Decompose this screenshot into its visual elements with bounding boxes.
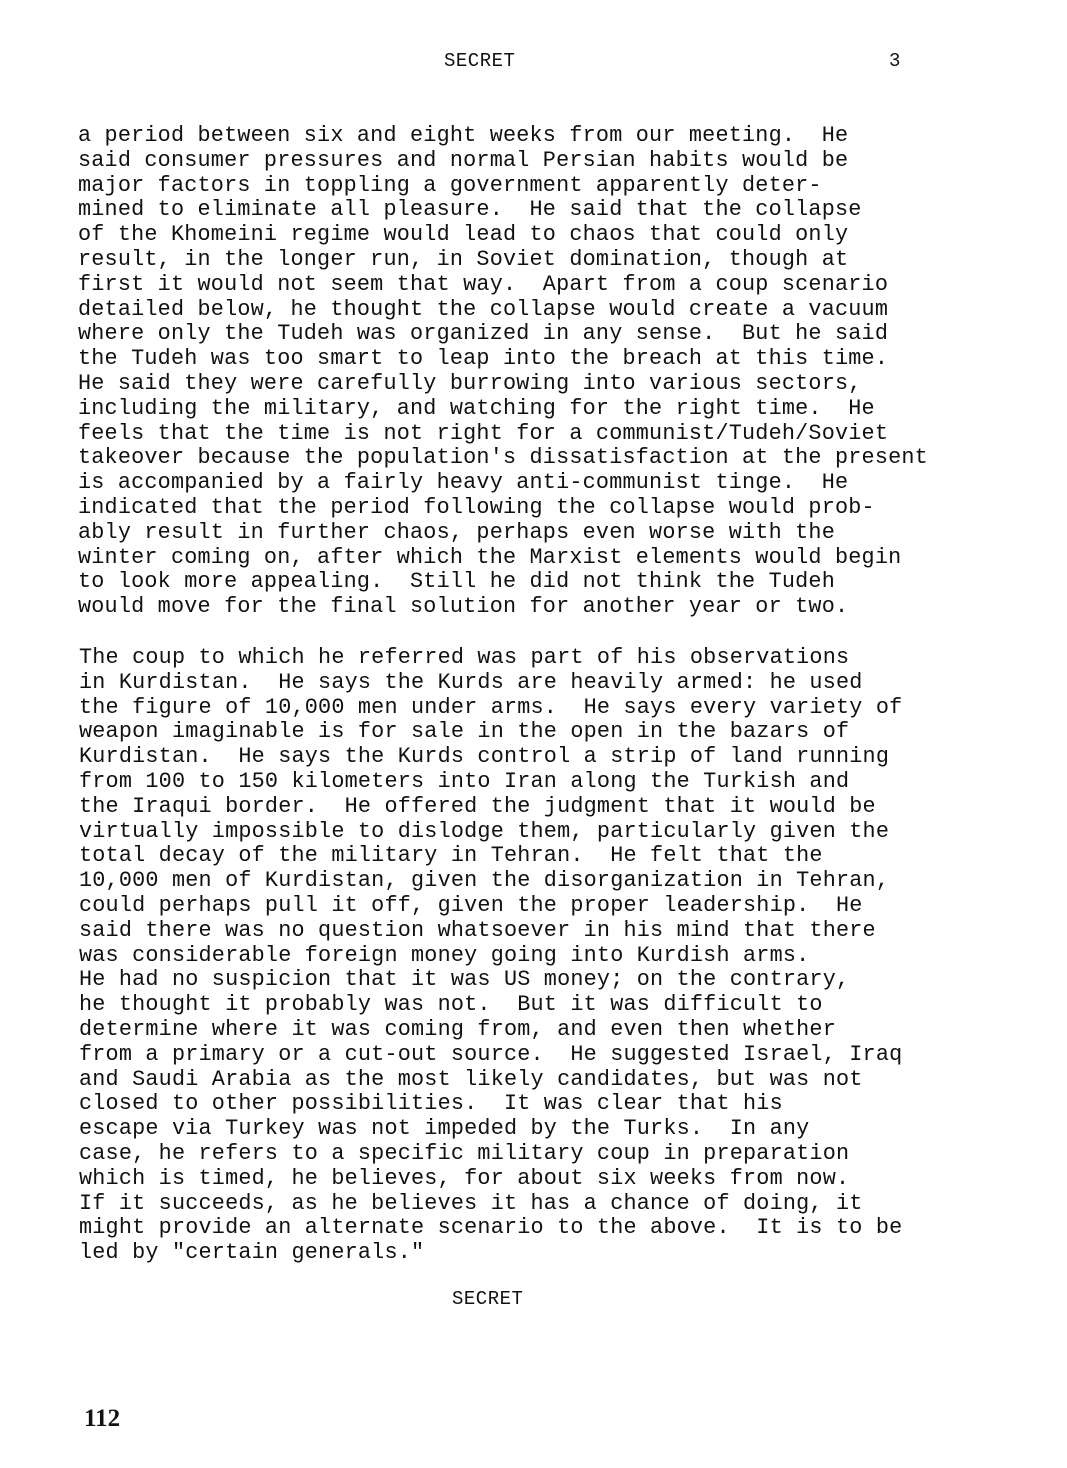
text-line: including the military, and watching for the right time. He (78, 395, 875, 421)
text-line: determine where it was coming from, and even then whether (79, 1016, 836, 1042)
footer-classification: SECRET (452, 1288, 524, 1310)
text-line: the figure of 10,000 men under arms. He says every variety of (79, 694, 903, 720)
text-line: is accompanied by a fairly heavy anti-communist tinge. He (78, 470, 849, 496)
text-line: indicated that the period following the collapse would prob- (78, 494, 875, 520)
text-line: the Tudeh was too smart to leap into the breach at this time. (78, 346, 889, 372)
text-line: where only the Tudeh was organized in any sense. But he said (78, 321, 889, 347)
text-line: to look more appealing. Still he did not think the Tudeh (78, 569, 835, 595)
text-line: closed to other possibilities. It was clear that his (79, 1091, 783, 1117)
text-line: could perhaps pull it off, given the proper leadership. He (79, 892, 863, 918)
text-line: feels that the time is not right for a communist/Tudeh/Soviet (78, 420, 889, 446)
text-line: mined to eliminate all pleasure. He said that the collapse (78, 197, 862, 223)
text-line: ably result in further chaos, perhaps even worse with the (78, 519, 835, 545)
text-line: case, he refers to a specific military coup in preparation (79, 1140, 850, 1166)
paragraph-2 (79, 646, 902, 1266)
text-line: total decay of the military in Tehran. He felt that the (79, 843, 823, 869)
folio-number: 112 (84, 1405, 121, 1432)
text-line: of the Khomeini regime would lead to chaos that could only (78, 222, 849, 248)
text-line: from 100 to 150 kilometers into Iran along the Turkish and (79, 768, 850, 794)
text-line: might provide an alternate scenario to the above. It is to be (79, 1215, 903, 1241)
text-line: in Kurdistan. He says the Kurds are heavily armed: he used (79, 669, 863, 695)
text-line: result, in the longer run, in Soviet domination, though at (78, 246, 849, 272)
text-line: He had no suspicion that it was US money; on the contrary, (79, 967, 850, 993)
header-page-number: 3 (889, 50, 901, 72)
paragraph-1 (78, 124, 928, 620)
text-line: the Iraqui border. He offered the judgment that it would be (79, 793, 876, 819)
text-line: and Saudi Arabia as the most likely candidates, but was not (79, 1066, 863, 1092)
text-line: The coup to which he referred was part of his observations (79, 645, 850, 670)
text-line: He said they were carefully burrowing into various sectors, (78, 370, 862, 396)
text-line: weapon imaginable is for sale in the open in the bazars of (79, 719, 850, 745)
text-line: virtually impossible to dislodge them, particularly given the (79, 818, 890, 844)
text-line: said consumer pressures and normal Persian habits would be (78, 147, 849, 173)
text-line: which is timed, he believes, for about six weeks from now. (79, 1165, 850, 1191)
text-line: detailed below, he thought the collapse would create a vacuum (78, 296, 889, 322)
text-line: first it would not seem that way. Apart from a coup scenario (78, 271, 889, 297)
text-line: major factors in toppling a government apparently deter- (78, 172, 822, 198)
text-line: If it succeeds, as he believes it has a chance of doing, it (79, 1190, 863, 1216)
header-classification: SECRET (444, 50, 516, 72)
text-line: from a primary or a cut-out source. He suggested Israel, Iraq (79, 1041, 903, 1067)
text-line: winter coming on, after which the Marxist elements would begin (78, 544, 902, 570)
text-line: would move for the final solution for another year or two. (78, 594, 849, 620)
text-line: escape via Turkey was not impeded by the Turks. In any (79, 1116, 810, 1142)
text-line: 10,000 men of Kurdistan, given the disorganization in Tehran, (79, 868, 890, 894)
text-line: takeover because the population's dissatisfaction at the present (78, 445, 928, 471)
text-line: was considerable foreign money going into Kurdish arms. (79, 942, 810, 968)
text-line: said there was no question whatsoever in his mind that there (79, 917, 876, 943)
text-line: led by "certain generals." (79, 1240, 425, 1266)
text-line: Kurdistan. He says the Kurds control a strip of land running (79, 744, 890, 770)
text-line: a period between six and eight weeks from our meeting. He (78, 123, 849, 148)
text-line: he thought it probably was not. But it was difficult to (79, 992, 823, 1018)
